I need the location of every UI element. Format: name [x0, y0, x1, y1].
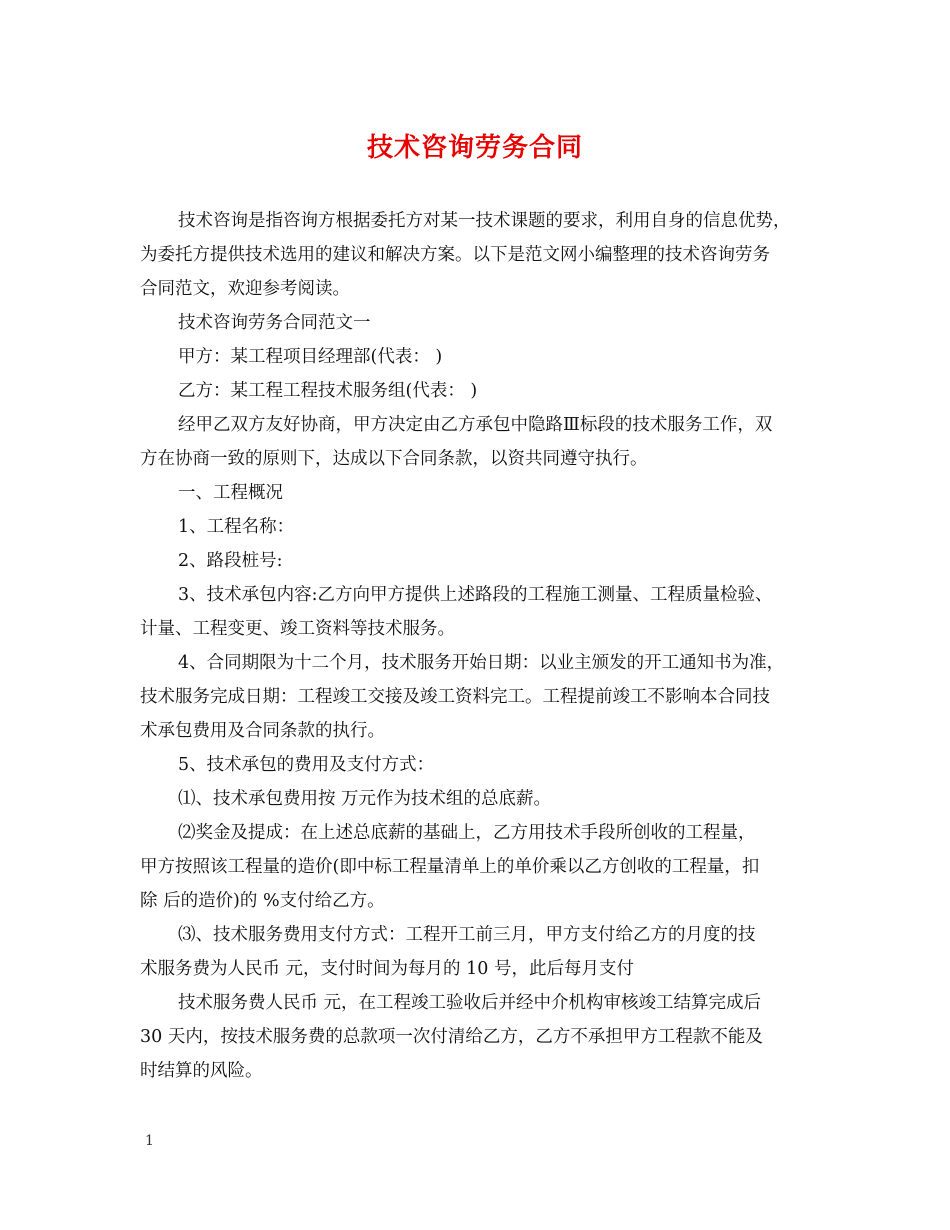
body-line: 技术服务完成日期：工程竣工交接及竣工资料完工。工程提前竣工不影响本合同技: [140, 687, 770, 707]
body-line: 术承包费用及合同条款的执行。: [140, 721, 385, 741]
body-line: 2、路段桩号:: [178, 551, 283, 571]
body-line: ⑴、技术承包费用按 万元作为技术组的总底薪。: [178, 789, 552, 809]
body-line: 甲方按照该工程量的造价(即中标工程量清单上的单价乘以乙方创收的工程量，扣: [140, 857, 760, 877]
body-line: 4、合同期限为十二个月，技术服务开始日期：以业主颁发的开工通知书为准，: [178, 653, 785, 673]
body-line: 合同范文，欢迎参考阅读。: [140, 279, 350, 299]
body-line: 除 后的造价)的 %支付给乙方。: [140, 891, 385, 911]
body-line: 为委托方提供技术选用的建议和解决方案。以下是范文网小编整理的技术咨询劳务: [140, 245, 770, 265]
body-line: 时结算的风险。: [140, 1061, 263, 1081]
body-line: 技术咨询是指咨询方根据委托方对某一技术课题的要求，利用自身的信息优势，: [178, 211, 791, 231]
body-line: 技术服务费人民币 元，在工程竣工验收后并经中介机构审核竣工结算完成后: [178, 993, 762, 1013]
body-line: 5、技术承包的费用及支付方式：: [178, 755, 435, 775]
document-body: [140, 204, 830, 1088]
body-line: 乙方：某工程工程技术服务组(代表： ): [178, 381, 478, 401]
body-line: 术服务费为人民币 元，支付时间为每月的 10 号，此后每月支付: [140, 959, 634, 979]
body-line: ⑵奖金及提成：在上述总底薪的基础上，乙方用技术手段所创收的工程量，: [178, 823, 756, 843]
document-title: 技术咨询劳务合同: [366, 133, 583, 163]
body-line: 一、工程概况: [178, 483, 283, 503]
body-line: 经甲乙双方友好协商，甲方决定由乙方承包中隐路Ⅲ标段的技术服务工作，双: [178, 415, 773, 435]
body-line: 计量、工程变更、竣工资料等技术服务。: [140, 619, 455, 639]
body-line: ⑶、技术服务费用支付方式：工程开工前三月，甲方支付给乙方的月度的技: [178, 925, 756, 945]
body-line: 技术咨询劳务合同范文一: [178, 313, 371, 333]
body-line: 1、工程名称：: [178, 517, 295, 537]
body-line: 方在协商一致的原则下，达成以下合同条款，以资共同遵守执行。: [140, 449, 648, 469]
body-line: 3、技术承包内容:乙方向甲方提供上述路段的工程施工测量、工程质量检验、: [178, 585, 773, 605]
page-number: 1: [145, 1133, 154, 1149]
body-line: 30 天内，按技术服务费的总款项一次付清给乙方，乙方不承担甲方工程款不能及: [140, 1027, 763, 1047]
body-line: 甲方：某工程项目经理部(代表： ): [178, 347, 443, 367]
